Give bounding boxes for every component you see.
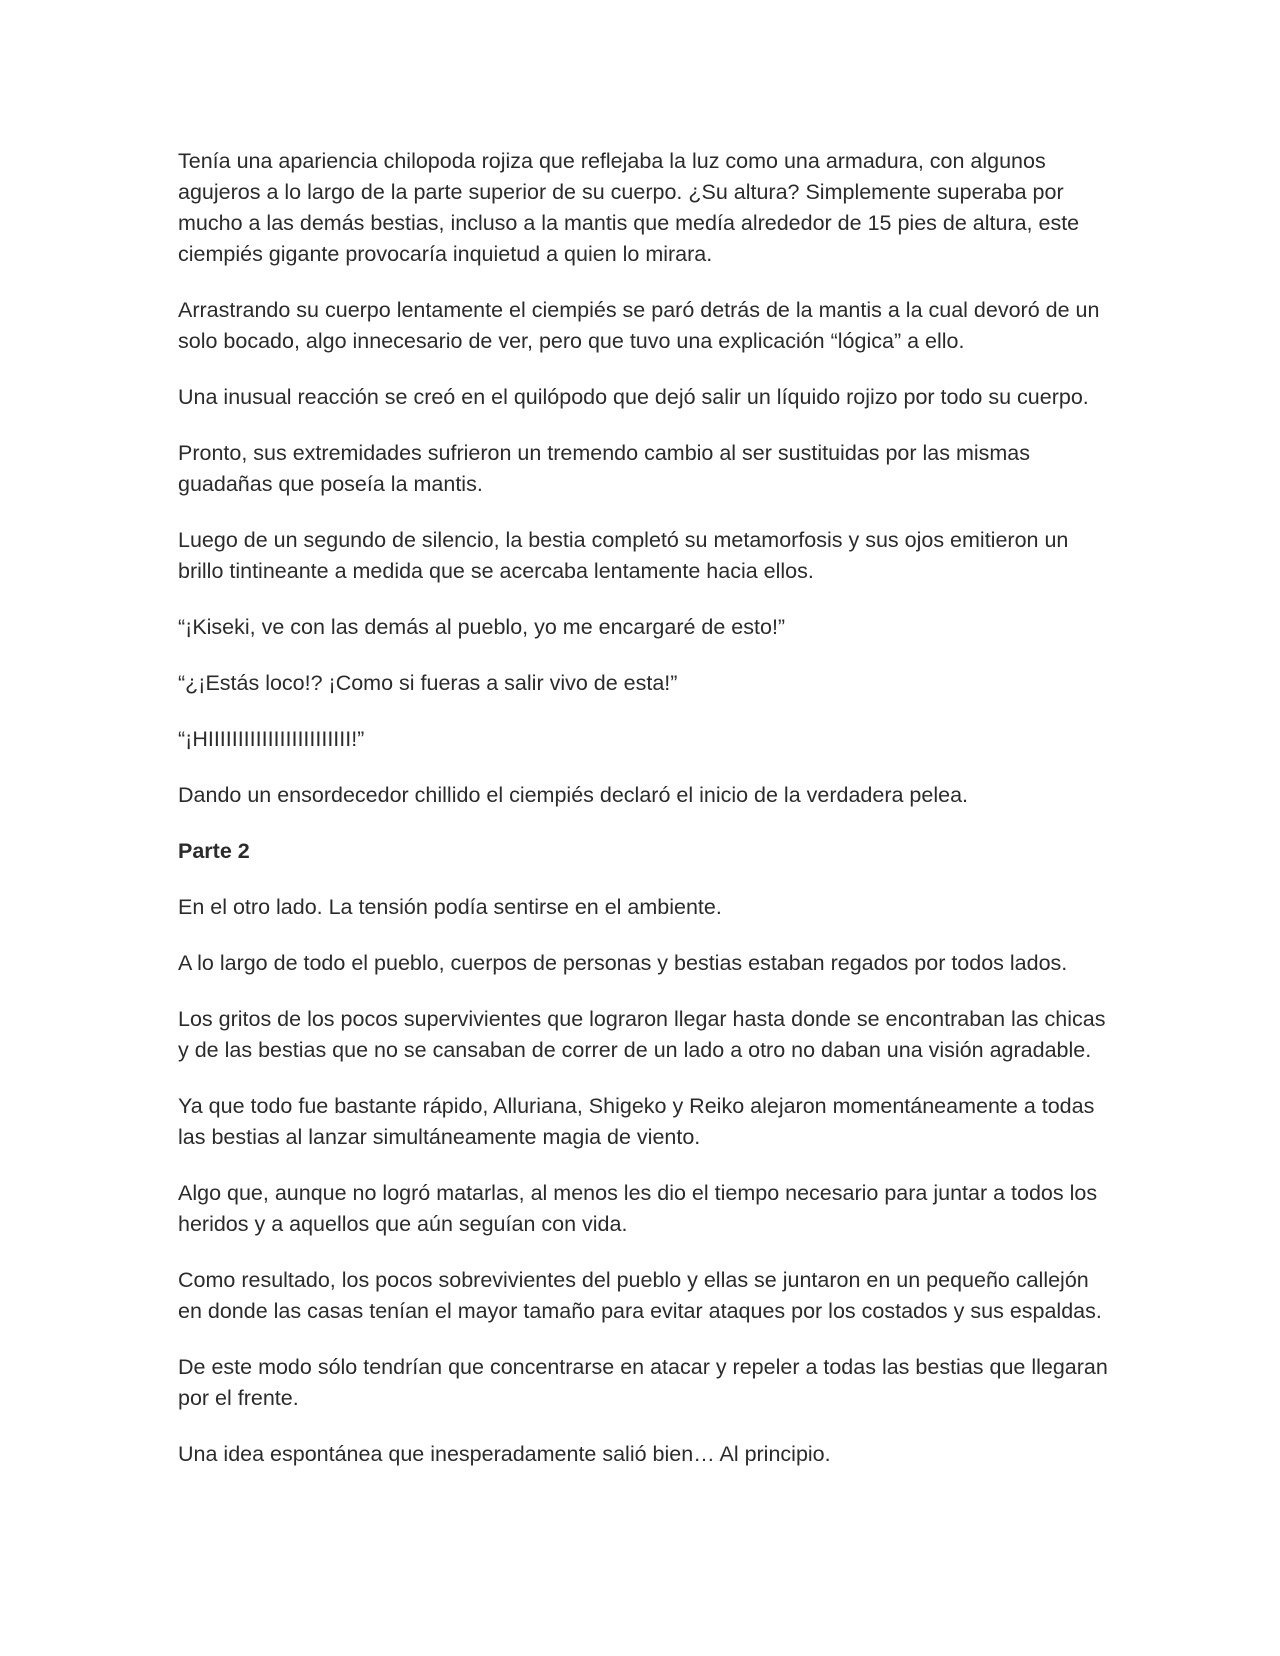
dialogue-line: “¡HIIIIIIIIIIIIIIIIIIIIIIII!” — [178, 727, 365, 751]
document-page — [178, 146, 1108, 1495]
paragraph: De este modo sólo tendrían que concentrarse en atacar y repeler a todas las bestias que llegaran por el frente. — [178, 1355, 1108, 1410]
paragraph: A lo largo de todo el pueblo, cuerpos de personas y bestias estaban regados por todos lados. — [178, 951, 1068, 975]
paragraph: Tenía una apariencia chilopoda rojiza que reflejaba la luz como una armadura, con algunos agujeros a lo largo de la parte superior de su cuerpo. ¿Su altura? Simplemente superaba por mucho a las demás bestias, incluso a la mantis que medía alrededor de 15 pies de altura, este ciempiés gigante provocaría inquietud a quien lo mirara. — [178, 149, 1080, 266]
paragraph: Como resultado, los pocos sobrevivientes del pueblo y ellas se juntaron en un pequeño callejón en donde las casas tenían el mayor tamaño para evitar ataques por los costados y sus espaldas. — [178, 1268, 1102, 1323]
paragraph: Arrastrando su cuerpo lentamente el ciempiés se paró detrás de la mantis a la cual devoró de un solo bocado, algo innecesario de ver, pero que tuvo una explicación “lógica” a ello. — [178, 298, 1100, 353]
dialogue-line: “¿¡Estás loco!? ¡Como si fueras a salir vivo de esta!” — [178, 671, 678, 695]
paragraph: Luego de un segundo de silencio, la bestia completó su metamorfosis y sus ojos emitieron un brillo tintineante a medida que se acercaba lentamente hacia ellos. — [178, 528, 1069, 583]
section-heading: Parte 2 — [178, 839, 250, 863]
paragraph: Ya que todo fue bastante rápido, Alluriana, Shigeko y Reiko alejaron momentáneamente a todas las bestias al lanzar simultáneamente magia de viento. — [178, 1094, 1095, 1149]
paragraph: Dando un ensordecedor chillido el ciempiés declaró el inicio de la verdadera pelea. — [178, 783, 969, 807]
paragraph: Algo que, aunque no logró matarlas, al menos les dio el tiempo necesario para juntar a todos los heridos y a aquellos que aún seguían con vida. — [178, 1181, 1098, 1236]
paragraph: Una idea espontánea que inesperadamente salió bien… Al principio. — [178, 1442, 831, 1466]
paragraph: Una inusual reacción se creó en el quilópodo que dejó salir un líquido rojizo por todo su cuerpo. — [178, 385, 1089, 409]
paragraph: Los gritos de los pocos supervivientes que lograron llegar hasta donde se encontraban las chicas y de las bestias que no se cansaban de correr de un lado a otro no daban una visión agradable. — [178, 1007, 1106, 1062]
paragraph: Pronto, sus extremidades sufrieron un tremendo cambio al ser sustituidas por las mismas guadañas que poseía la mantis. — [178, 441, 1031, 496]
dialogue-line: “¡Kiseki, ve con las demás al pueblo, yo me encargaré de esto!” — [178, 615, 786, 639]
paragraph: En el otro lado. La tensión podía sentirse en el ambiente. — [178, 895, 722, 919]
